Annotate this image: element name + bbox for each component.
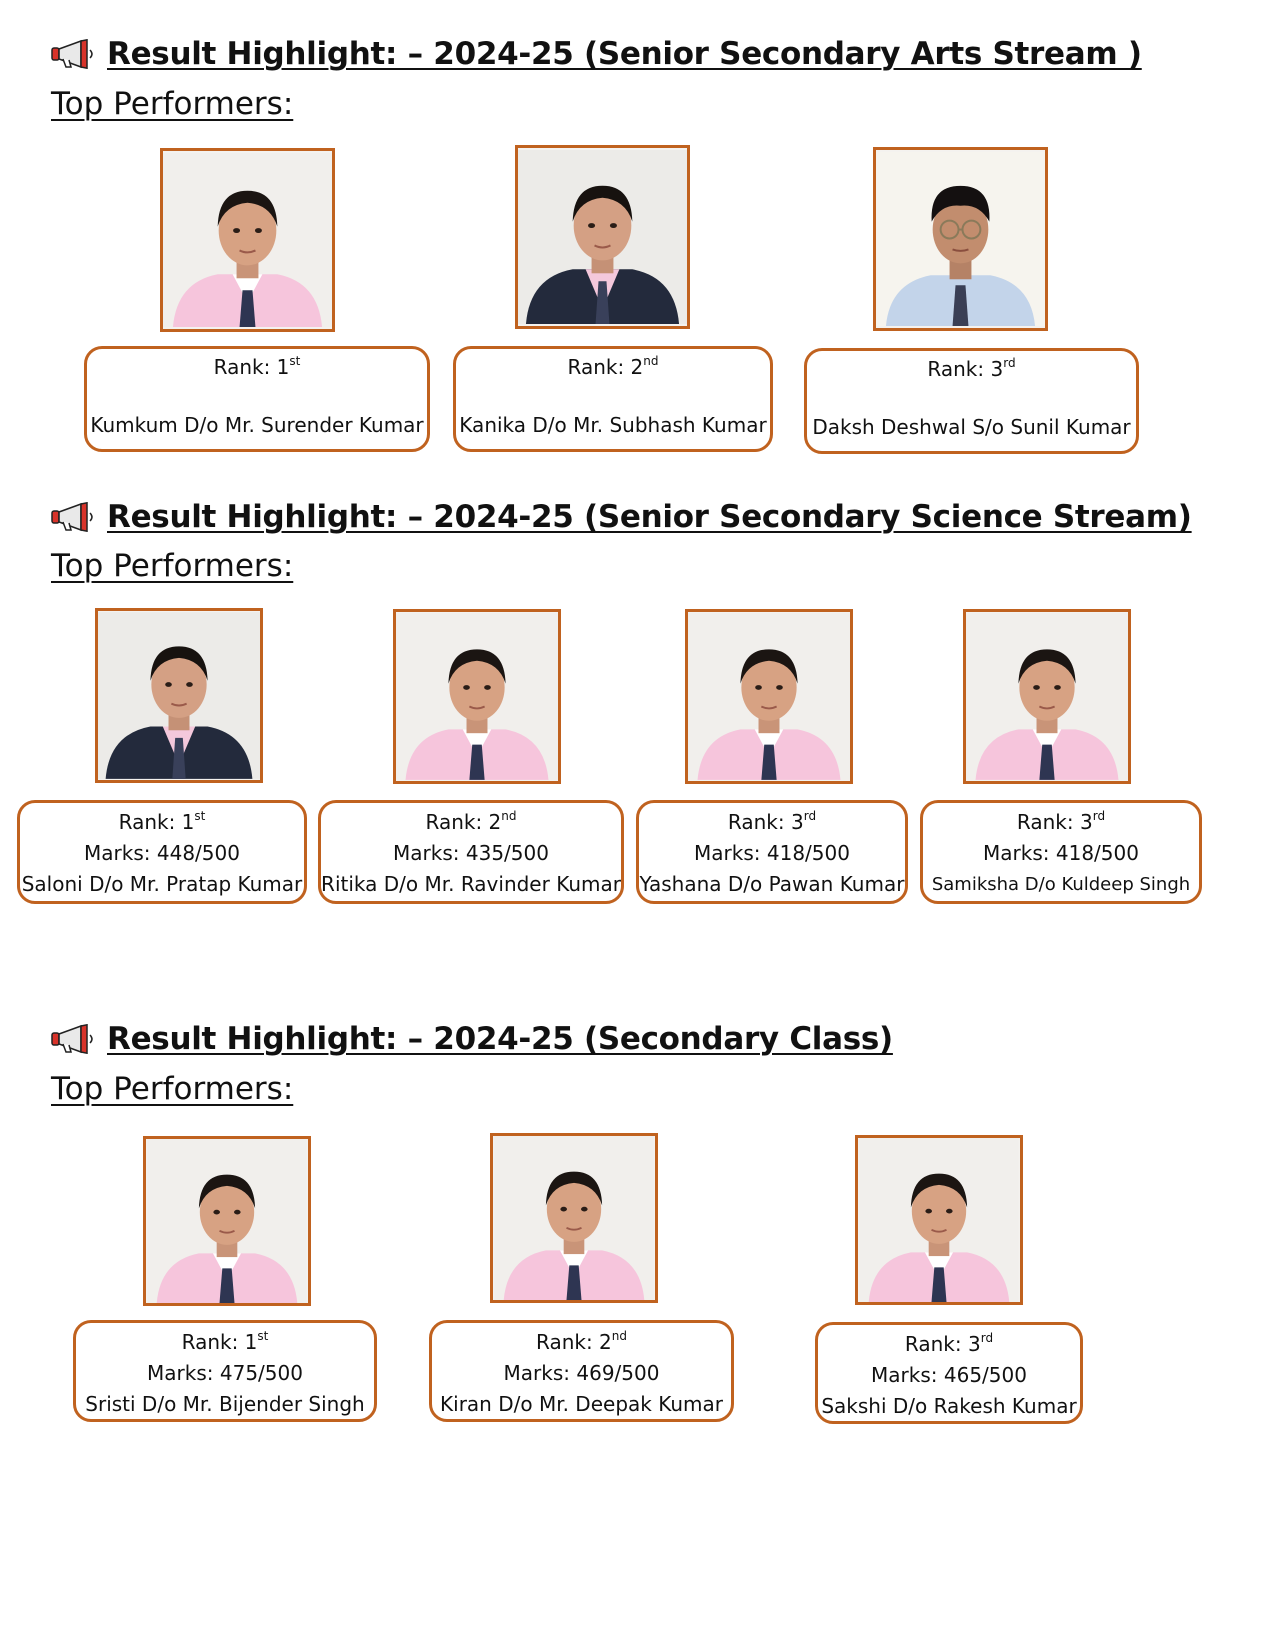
megaphone-icon	[51, 502, 95, 532]
rank-label: Rank: 1st	[181, 1329, 269, 1354]
marks-label: Marks: 418/500	[694, 841, 850, 865]
student-photo	[855, 1135, 1023, 1305]
section-heading-science	[51, 497, 1192, 537]
student-photo	[143, 1136, 311, 1306]
megaphone-icon	[51, 39, 95, 69]
marks-label: Marks: 418/500	[983, 841, 1139, 865]
student-photo	[685, 609, 853, 784]
subheading-top-performers: Top Performers:	[51, 86, 294, 122]
rank-label: Rank: 3rd	[904, 1331, 994, 1356]
student-photo	[160, 148, 335, 332]
student-name: Yashana D/o Pawan Kumar	[639, 872, 905, 896]
student-name: Daksh Deshwal S/o Sunil Kumar	[812, 415, 1131, 439]
marks-label: Marks: 435/500	[393, 841, 549, 865]
student-photo	[393, 609, 561, 784]
student-name: Samiksha D/o Kuldeep Singh	[931, 874, 1191, 895]
performer-card	[815, 1322, 1083, 1424]
student-photo	[95, 608, 263, 783]
subheading-top-performers: Top Performers:	[51, 1071, 294, 1107]
performer-card	[73, 1320, 377, 1422]
performer-card	[84, 346, 430, 452]
rank-label: Rank: 2nd	[425, 809, 517, 834]
rank-label: Rank: 2nd	[535, 1329, 628, 1354]
rank-label: Rank: 3rd	[727, 809, 817, 834]
student-name: Kumkum D/o Mr. Surender Kumar	[90, 413, 424, 437]
marks-label: Marks: 448/500	[84, 841, 240, 865]
marks-label: Marks: 465/500	[871, 1363, 1027, 1387]
megaphone-icon	[51, 1024, 95, 1054]
student-name: Kiran D/o Mr. Deepak Kumar	[440, 1392, 723, 1416]
section-heading-secondary	[51, 1019, 893, 1059]
rank-label: Rank: 3rd	[927, 356, 1016, 381]
marks-label: Marks: 469/500	[503, 1361, 660, 1385]
student-name: Ritika D/o Mr. Ravinder Kumar	[321, 872, 621, 896]
student-name: Saloni D/o Mr. Pratap Kumar	[21, 872, 303, 896]
performer-card	[920, 800, 1202, 904]
performer-card	[429, 1320, 734, 1422]
performer-card	[636, 800, 908, 904]
student-photo	[490, 1133, 658, 1303]
performer-card	[804, 348, 1139, 454]
rank-label: Rank: 1st	[213, 354, 301, 379]
student-photo	[873, 147, 1048, 331]
performer-card	[453, 346, 773, 452]
heading-text: Result Highlight: – 2024-25 (Secondary Class)	[107, 1021, 893, 1057]
student-name: Kanika D/o Mr. Subhash Kumar	[459, 413, 767, 437]
rank-label: Rank: 1st	[118, 809, 206, 834]
rank-label: Rank: 2nd	[567, 354, 659, 379]
heading-text: Result Highlight: – 2024-25 (Senior Secondary Science Stream)	[107, 499, 1192, 535]
student-photo	[515, 145, 690, 329]
performer-card	[17, 800, 307, 904]
subheading-top-performers: Top Performers:	[51, 548, 294, 584]
marks-label: Marks: 475/500	[147, 1361, 303, 1385]
student-name: Sakshi D/o Rakesh Kumar	[821, 1394, 1077, 1418]
heading-text: Result Highlight: – 2024-25 (Senior Secondary Arts Stream )	[107, 36, 1142, 72]
section-heading-arts	[51, 34, 1142, 74]
student-name: Sristi D/o Mr. Bijender Singh	[85, 1392, 365, 1416]
rank-label: Rank: 3rd	[1016, 809, 1106, 834]
student-photo	[963, 609, 1131, 784]
performer-card	[318, 800, 624, 904]
